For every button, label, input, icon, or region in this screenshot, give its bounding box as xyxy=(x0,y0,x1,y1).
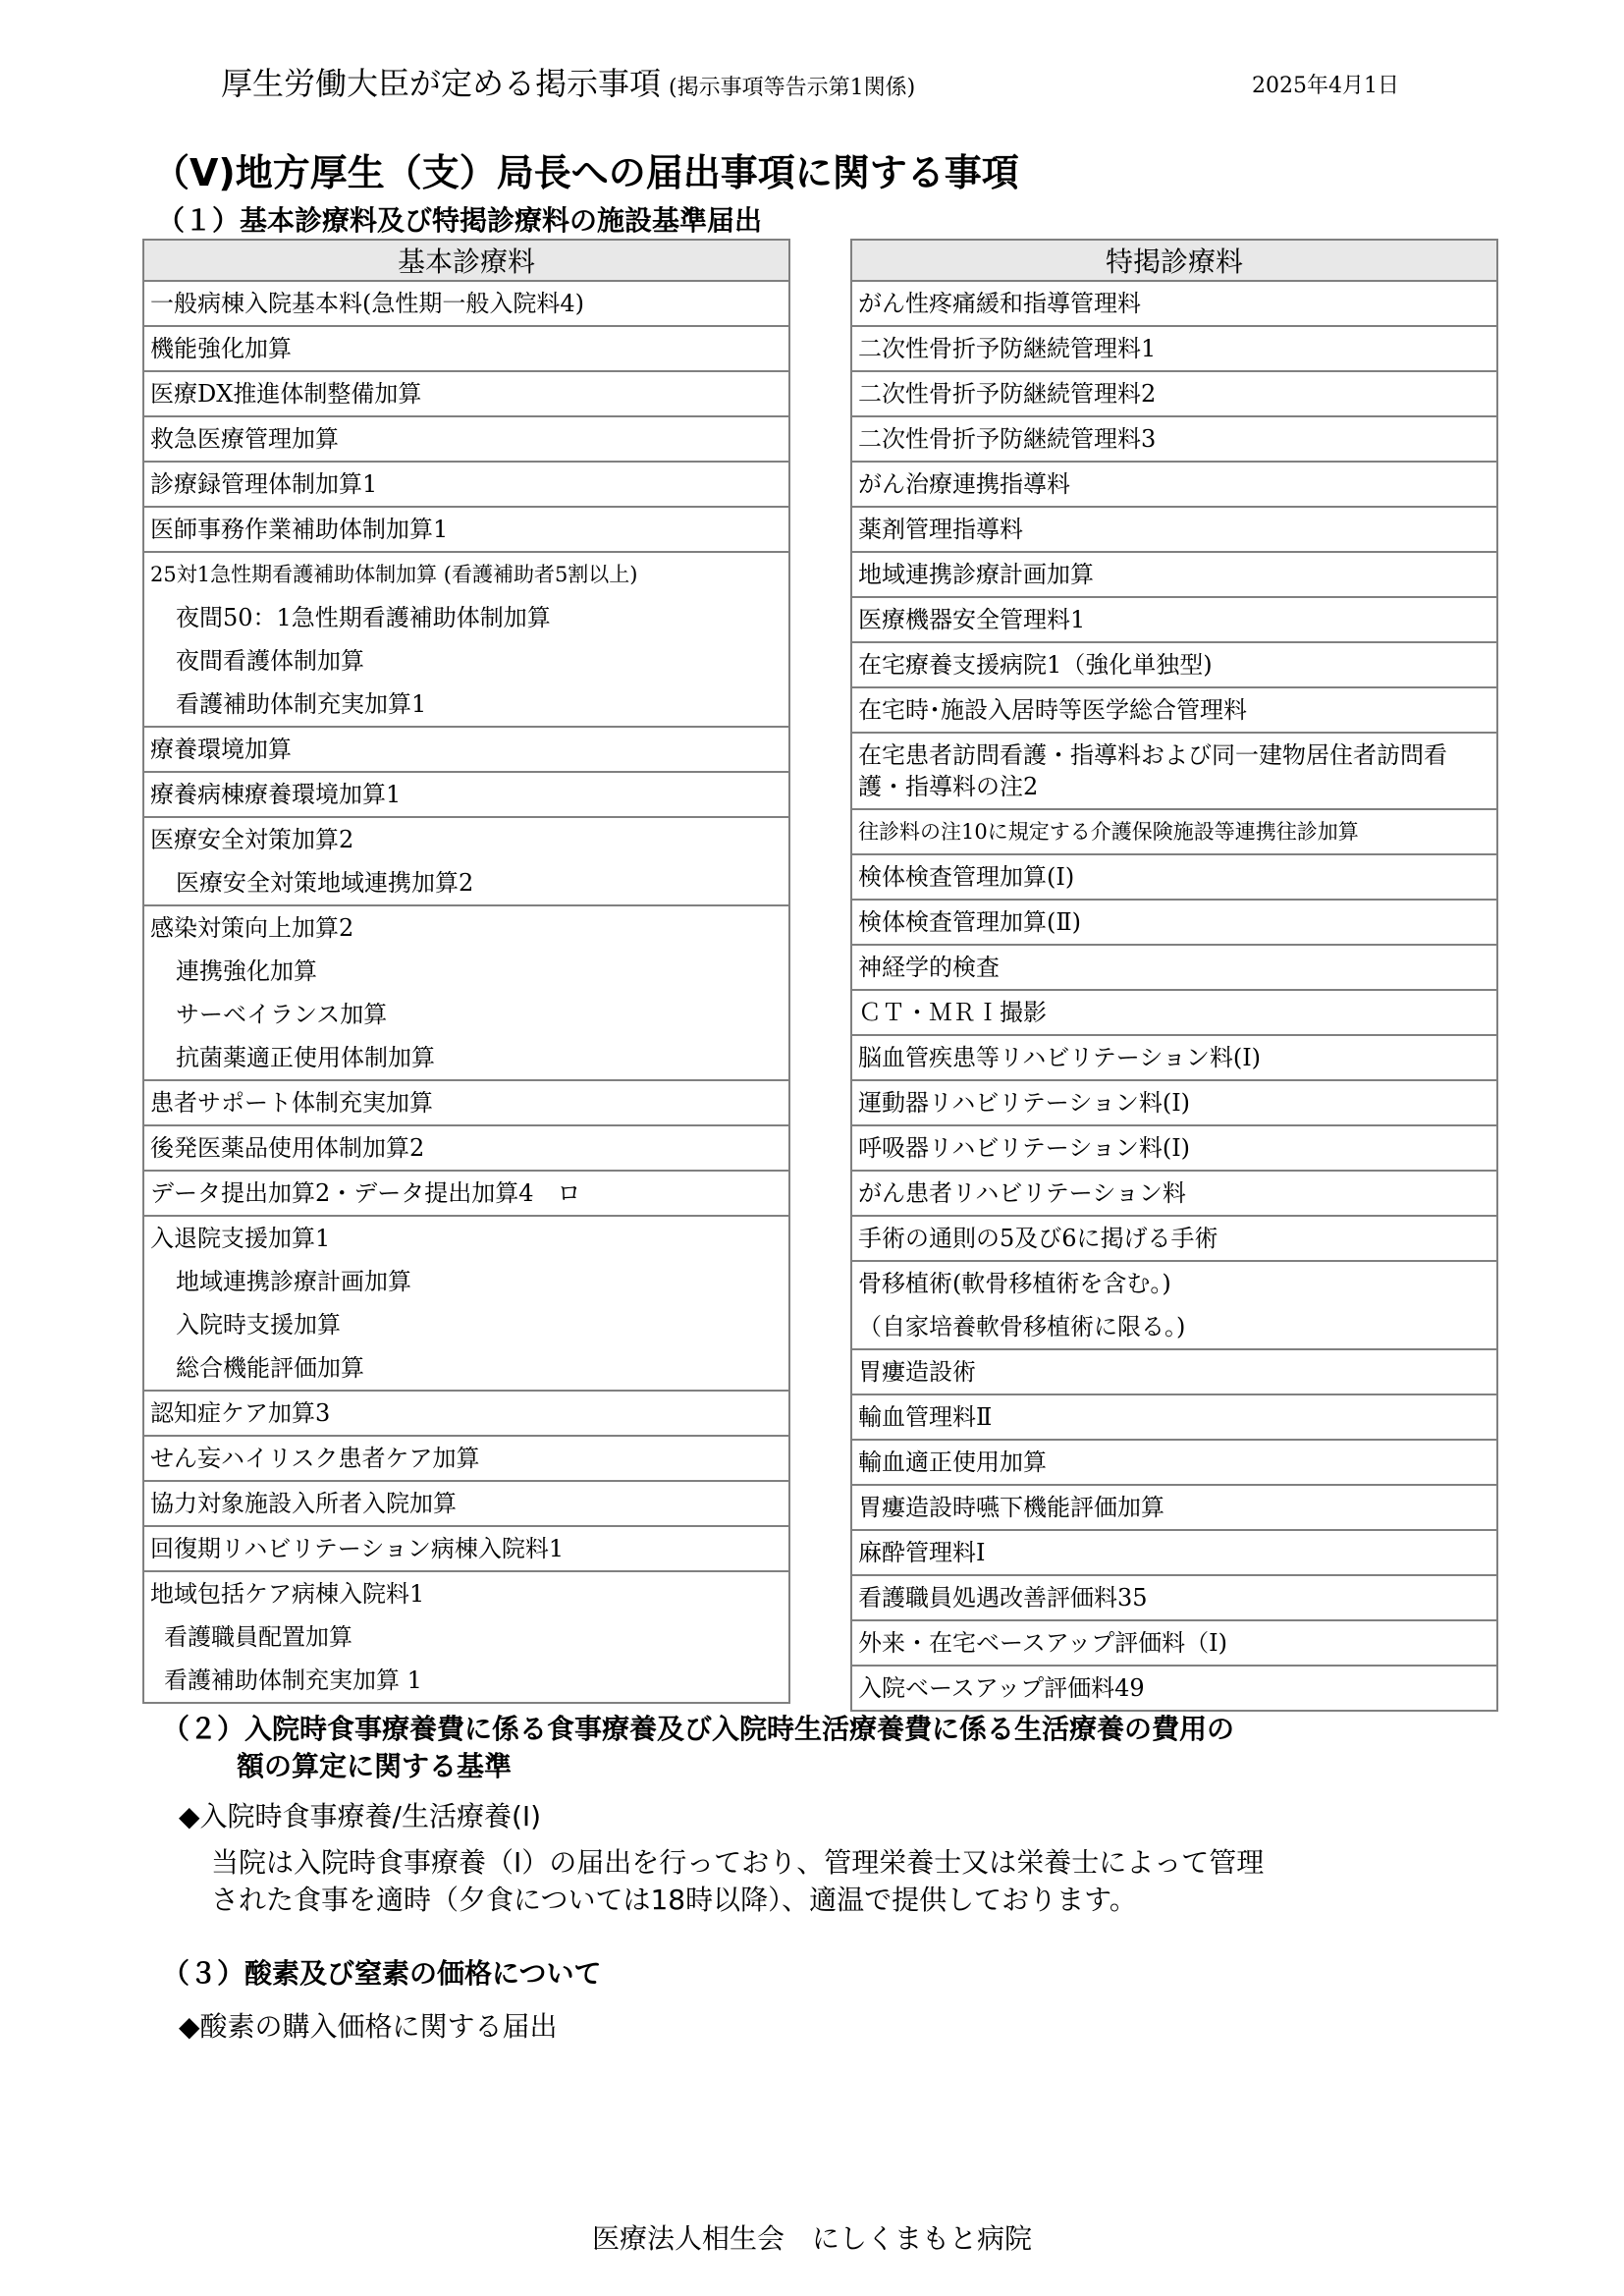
table-row: データ提出加算2・データ提出加算4 ロ xyxy=(143,1171,789,1216)
table-row: 薬剤管理指導料 xyxy=(851,507,1497,552)
section-1-heading: （１）基本診療料及び特掲診療料の施設基準届出 xyxy=(157,204,763,237)
table-row: ＣＴ・ＭＲＩ撮影 xyxy=(851,990,1497,1035)
section-3-bullet: ◆酸素の購入価格に関する届出 xyxy=(179,2010,558,2043)
title-main: 厚生労働大臣が定める掲示事項 xyxy=(221,65,662,102)
table-row: 二次性骨折予防継続管理料3 xyxy=(851,416,1497,462)
section-3-heading: （３）酸素及び窒素の価格について xyxy=(162,1957,602,1990)
table-row: 抗菌薬適正使用体制加算 xyxy=(143,1036,789,1080)
table-row: 療養病棟療養環境加算1 xyxy=(143,772,789,817)
table-row: 感染対策向上加算2 xyxy=(143,905,789,950)
table-row: 医師事務作業補助体制加算1 xyxy=(143,507,789,552)
table-row: がん治療連携指導料 xyxy=(851,462,1497,507)
table-row: 二次性骨折予防継続管理料2 xyxy=(851,371,1497,416)
document-title xyxy=(221,59,915,104)
table-row: 医療機器安全管理料1 xyxy=(851,597,1497,642)
table-row: 入退院支援加算1 xyxy=(143,1216,789,1260)
table-row: 在宅療養支援病院1（強化単独型) xyxy=(851,642,1497,687)
basic-fee-header: 基本診療料 xyxy=(143,240,789,281)
section-2-heading xyxy=(162,1711,1234,1785)
table-row: 看護職員配置加算 xyxy=(143,1615,789,1659)
table-row: 夜間50：1急性期看護補助体制加算 xyxy=(143,596,789,639)
table-row: 二次性骨折予防継続管理料1 xyxy=(851,326,1497,371)
table-row: 胃瘻造設術 xyxy=(851,1349,1497,1394)
table-row: 連携強化加算 xyxy=(143,950,789,993)
table-row: 輸血管理料Ⅱ xyxy=(851,1394,1497,1440)
special-fee-header: 特掲診療料 xyxy=(851,240,1497,281)
section-2-paragraph xyxy=(211,1844,1264,1919)
basic-fee-table xyxy=(142,239,790,1704)
table-row: 医療安全対策加算2 xyxy=(143,817,789,861)
table-row: 骨移植術(軟骨移植術を含む。) xyxy=(851,1261,1497,1305)
table-row: 運動器リハビリテーション料(Ⅰ) xyxy=(851,1080,1497,1125)
table-row: 地域連携診療計画加算 xyxy=(851,552,1497,597)
table-row: 医療DX推進体制整備加算 xyxy=(143,371,789,416)
table-row: 回復期リハビリテーション病棟入院料1 xyxy=(143,1526,789,1571)
title-subtitle: (掲示事項等告示第1関係) xyxy=(669,76,916,100)
table-row: 協力対象施設入所者入院加算 xyxy=(143,1481,789,1526)
table-row: 看護補助体制充実加算1 xyxy=(143,683,789,727)
table-row: 在宅時･施設入居時等医学総合管理料 xyxy=(851,687,1497,733)
section-2-paragraph-line1: 当院は入院時食事療養（Ⅰ）の届出を行っており、管理栄養士又は栄養士によって管理 xyxy=(211,1846,1265,1879)
table-row: （自家培養軟骨移植術に限る。) xyxy=(851,1305,1497,1349)
section-2-bullet: ◆入院時食事療養/生活療養(Ⅰ) xyxy=(179,1800,542,1832)
table-row: 手術の通則の5及び6に掲げる手術 xyxy=(851,1216,1497,1261)
table-row: 往診料の注10に規定する介護保険施設等連携往診加算 xyxy=(851,809,1497,854)
table-row: 看護職員処遇改善評価料35 xyxy=(851,1575,1497,1620)
table-row: 診療録管理体制加算1 xyxy=(143,462,789,507)
table-row: 25対1急性期看護補助体制加算 (看護補助者5割以上) xyxy=(143,552,789,596)
table-row: 夜間看護体制加算 xyxy=(143,639,789,683)
table-row: 患者サポート体制充実加算 xyxy=(143,1080,789,1125)
table-row: 麻酔管理料Ⅰ xyxy=(851,1530,1497,1575)
document-date: 2025年4月1日 xyxy=(1252,74,1399,98)
table-row: 地域連携診療計画加算 xyxy=(143,1260,789,1303)
table-row: 入院時支援加算 xyxy=(143,1303,789,1346)
table-row: 入院ベースアップ評価料49 xyxy=(851,1666,1497,1711)
special-fee-table xyxy=(850,239,1498,1712)
table-row: 救急医療管理加算 xyxy=(143,416,789,462)
table-row: 胃瘻造設時嚥下機能評価加算 xyxy=(851,1485,1497,1530)
table-row: 呼吸器リハビリテーション料(Ⅰ) xyxy=(851,1125,1497,1171)
table-row: 看護補助体制充実加算 1 xyxy=(143,1659,789,1703)
table-row: サーベイランス加算 xyxy=(143,993,789,1036)
section-v-heading: （Ⅴ)地方厚生（支）局長への届出事項に関する事項 xyxy=(152,151,1019,194)
footer-hospital-name: 医療法人相生会 にしくまもと病院 xyxy=(591,2222,1032,2255)
table-row: 一般病棟入院基本料(急性期一般入院料4) xyxy=(143,281,789,326)
table-row: 検体検査管理加算(Ⅱ) xyxy=(851,900,1497,945)
table-row: 検体検査管理加算(Ⅰ) xyxy=(851,854,1497,900)
table-row: がん性疼痛緩和指導管理料 xyxy=(851,281,1497,326)
table-row: 療養環境加算 xyxy=(143,727,789,772)
table-row: 脳血管疾患等リハビリテーション料(Ⅰ) xyxy=(851,1035,1497,1080)
table-row: 後発医薬品使用体制加算2 xyxy=(143,1125,789,1171)
table-row: 在宅患者訪問看護・指導料および同一建物居住者訪問看護・指導料の注2 xyxy=(851,733,1497,809)
table-row: 神経学的検査 xyxy=(851,945,1497,990)
table-row: 医療安全対策地域連携加算2 xyxy=(143,861,789,905)
table-row: 総合機能評価加算 xyxy=(143,1346,789,1391)
table-row: がん患者リハビリテーション料 xyxy=(851,1171,1497,1216)
section-2-paragraph-line2: された食事を適時（夕食については18時以降）、適温で提供しております。 xyxy=(211,1884,1137,1916)
table-row: 機能強化加算 xyxy=(143,326,789,371)
section-2-heading-line2: 額の算定に関する基準 xyxy=(237,1750,513,1782)
table-row: 輸血適正使用加算 xyxy=(851,1440,1497,1485)
table-row: 外来・在宅ベースアップ評価料（Ⅰ) xyxy=(851,1620,1497,1666)
table-row: 地域包括ケア病棟入院料1 xyxy=(143,1571,789,1615)
table-row: 認知症ケア加算3 xyxy=(143,1391,789,1436)
section-2-heading-line1: （２）入院時食事療養費に係る食事療養及び入院時生活療養費に係る生活療養の費用の xyxy=(162,1713,1235,1745)
table-row: せん妄ハイリスク患者ケア加算 xyxy=(143,1436,789,1481)
